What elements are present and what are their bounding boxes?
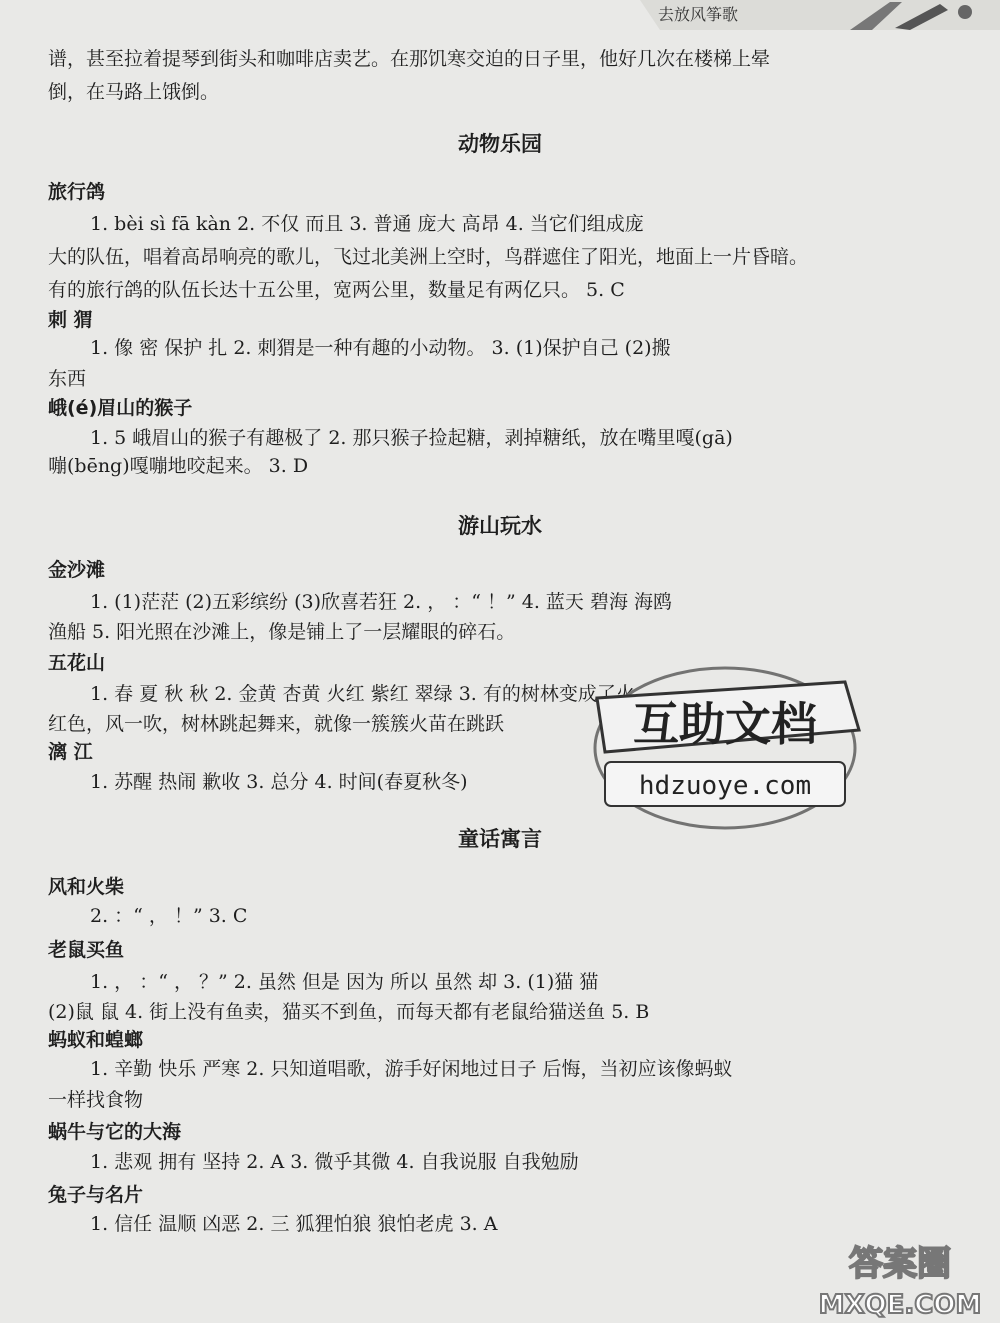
answer-line: 红色，风一吹，树林跳起舞来，就像一簇簇火苗在跳跃 (48, 713, 505, 735)
answer-line: 1. 悲观 拥有 坚持 2. A 3. 微乎其微 4. 自我说服 自我勉励 (90, 1151, 579, 1173)
item-title: 旅行鸽 (48, 181, 106, 203)
watermark-corner-url: MXQE.COM (818, 1290, 982, 1320)
intro-line-1: 谱，甚至拉着提琴到街头和咖啡店卖艺。在那饥寒交迫的日子里，他好几次在楼梯上晕 (48, 48, 771, 70)
answer-line: 大的队伍，唱着高昂响亮的歌儿，飞过北美洲上空时，鸟群遮住了阳光，地面上一片昏暗。 (48, 246, 809, 268)
item-title: 风和火柴 (48, 876, 125, 898)
item-title: 老鼠买鱼 (48, 939, 125, 961)
section-heading-travel: 游山玩水 (458, 513, 542, 538)
watermark-corner-text: 答案圈 (849, 1244, 951, 1284)
item-title: 兔子与名片 (48, 1184, 144, 1206)
answer-line: 有的旅行鸽的队伍长达十五公里，宽两公里，数量足有两亿只。 5. C (48, 279, 625, 301)
answer-line: 1. bèi sì fā kàn 2. 不仅 而且 3. 普通 庞大 高昂 4. 当它们组成庞 (90, 213, 644, 235)
watermark-corner (800, 1235, 1000, 1323)
answer-line: 1. 5 峨眉山的猴子有趣极了 2. 那只猴子捡起糖，剥掉糖纸，放在嘴里嘎(gā) (90, 427, 733, 449)
answer-line: 2. ：“ ， ！” 3. C (90, 905, 248, 927)
watermark-stamp (575, 660, 865, 840)
item-title: 蜗牛与它的大海 (48, 1121, 182, 1143)
item-title: 峨(é)眉山的猴子 (48, 397, 193, 419)
answer-line: 1. 辛勤 快乐 严寒 2. 只知道唱歌，游手好闲地过日子 后悔，当初应该像蚂蚁 (90, 1058, 733, 1080)
answer-line: 一样找食物 (48, 1089, 144, 1111)
watermark-stamp-text: 互助文档 (633, 697, 817, 751)
answer-line: 1. ， ：“ ， ？” 2. 虽然 但是 因为 所以 虽然 却 3. (1)猫 猫 (90, 971, 599, 993)
item-title: 五花山 (48, 652, 106, 674)
item-title: 蚂蚁和蝗螂 (48, 1029, 144, 1051)
header-text: 去放风筝歌 (658, 5, 739, 24)
answer-line: 渔船 5. 阳光照在沙滩上，像是铺上了一层耀眼的碎石。 (48, 621, 516, 643)
intro-line-2: 倒，在马路上饿倒。 (48, 81, 220, 103)
answer-line: 嘣(bēng)嘎嘣地咬起来。 3. D (48, 455, 309, 477)
item-title: 刺 猬 (48, 309, 93, 331)
section-heading-animals: 动物乐园 (458, 131, 542, 156)
answer-line: 1. 像 密 保护 扎 2. 刺猬是一种有趣的小动物。 3. (1)保护自己 (2)搬 (90, 337, 671, 359)
answer-line: 1. 信任 温顺 凶恶 2. 三 狐狸怕狼 狼怕老虎 3. A (90, 1213, 498, 1235)
answer-line: 1. 春 夏 秋 秋 2. 金黄 杏黄 火红 紫红 翠绿 3. 有的树林变成了火 (90, 683, 635, 705)
answer-line: (2)鼠 鼠 4. 街上没有鱼卖，猫买不到鱼，而每天都有老鼠给猫送鱼 5. B (48, 1001, 650, 1023)
answer-line: 1. 苏醒 热闹 歉收 3. 总分 4. 时间(春夏秋冬) (90, 771, 468, 793)
watermark-stamp-url: hdzuoye.com (638, 771, 812, 801)
header-decoration (640, 0, 1000, 32)
item-title: 金沙滩 (48, 559, 106, 581)
answer-line: 东西 (48, 368, 87, 390)
section-heading-fables: 童话寓言 (458, 826, 542, 851)
item-title: 漓 江 (48, 741, 93, 763)
answer-line: 1. (1)茫茫 (2)五彩缤纷 (3)欣喜若狂 2. ， ：“ ！” 4. 蓝天 碧海 海鸥 (90, 591, 672, 613)
